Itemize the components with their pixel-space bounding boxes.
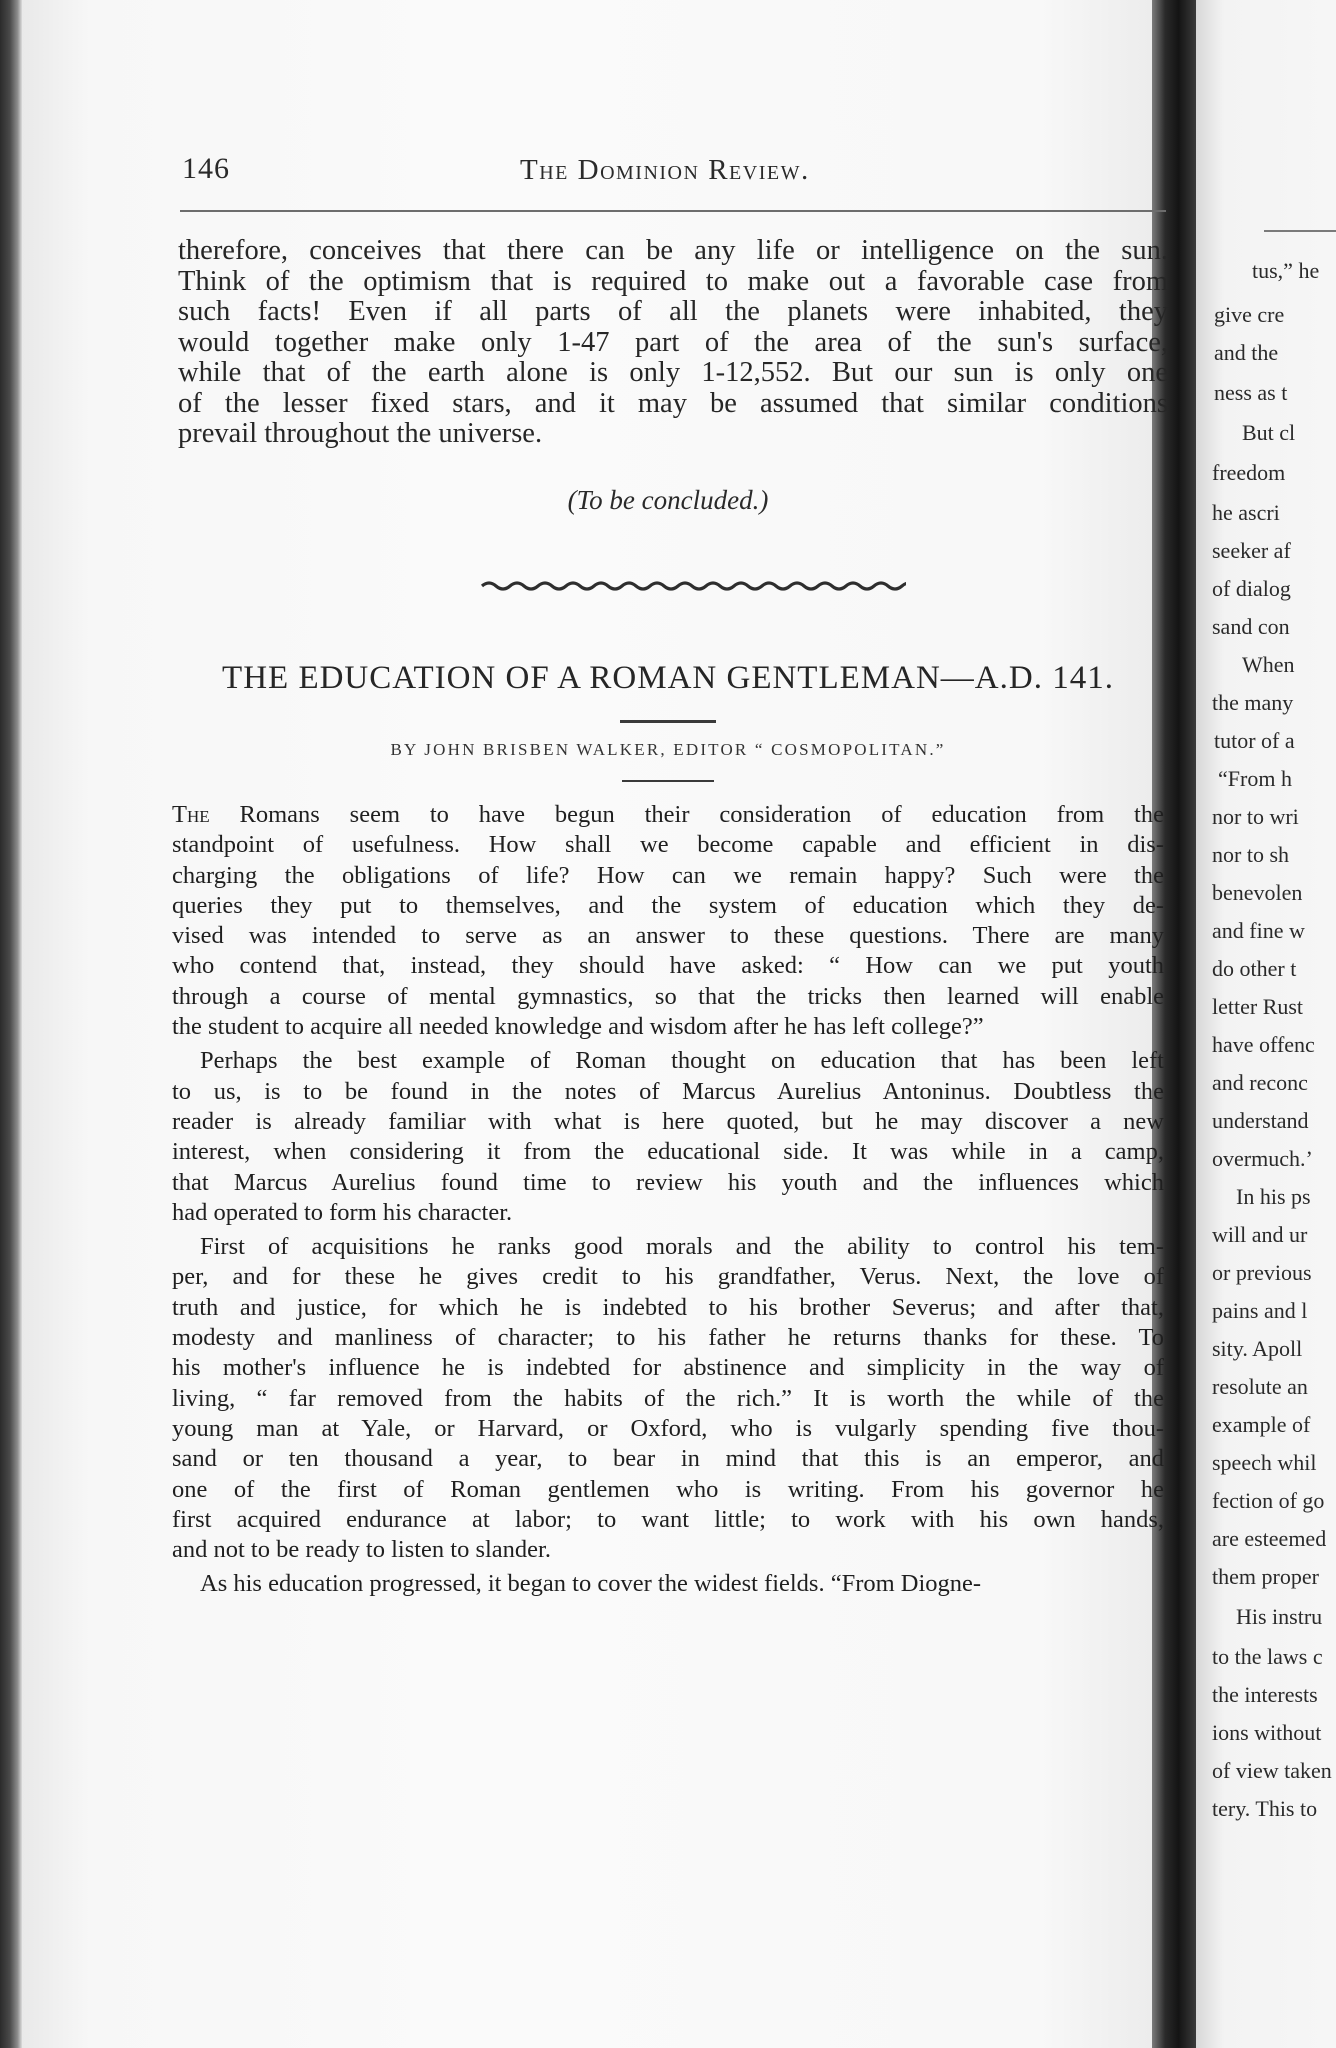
facing-text-line: understand <box>1212 1108 1309 1133</box>
title-rule-upper <box>620 720 716 723</box>
facing-text-line: “From h <box>1218 766 1292 791</box>
text-line: standpoint of usefulness. How shall we become capable and efficient in dis- <box>172 831 1164 859</box>
facing-text-line: to the laws c <box>1212 1644 1323 1669</box>
facing-text-line: give cre <box>1214 302 1285 327</box>
text-line: Think of the optimism that is required to make out a favorable case from <box>178 266 1168 297</box>
text-line: therefore, conceives that there can be any life or intelligence on the sun. <box>178 236 1168 266</box>
facing-text-line: of dialog <box>1212 576 1291 601</box>
text-line: prevail throughout the universe. <box>178 419 543 449</box>
running-head: The Dominion Review. <box>520 154 810 186</box>
facing-text-line: fection of go <box>1212 1488 1325 1513</box>
text-line: while that of the earth alone is only 1-12,552. But our sun is only one <box>178 358 1168 388</box>
facing-text-line: or previous <box>1212 1260 1312 1285</box>
page-number: 146 <box>182 152 230 185</box>
facing-text-line: will and ur <box>1212 1222 1308 1247</box>
facing-text-line: and fine w <box>1212 918 1305 943</box>
facing-text-line: pains and l <box>1212 1298 1308 1323</box>
facing-text-line: In his ps <box>1236 1184 1311 1209</box>
text-line: of the lesser fixed stars, and it may be assumed that similar conditions <box>178 388 1168 419</box>
text-line: to us, is to be found in the notes of Marcus Aurelius Antoninus. Doubtless the <box>172 1077 1164 1105</box>
text-line: First of acquisitions he ranks good morals and the ability to control his tem- <box>200 1233 1164 1261</box>
facing-text-line: sand con <box>1212 614 1290 639</box>
text-line: charging the obligations of life? How can we remain happy? Such were the <box>172 861 1164 889</box>
text-line: reader is already familiar with what is here quoted, but he may discover a new <box>172 1107 1164 1135</box>
facing-text-line: benevolen <box>1212 880 1303 905</box>
article-title: THE EDUCATION OF A ROMAN GENTLEMAN—A.D. 141. <box>222 660 1114 696</box>
facing-text-line: nor to wri <box>1212 804 1299 829</box>
facing-text-line: the interests <box>1212 1682 1318 1707</box>
text-line: per, and for these he gives credit to his grandfather, Verus. Next, the love of <box>172 1263 1164 1291</box>
text-line: such facts! Even if all parts of all the planets were inhabited, they <box>178 297 1168 327</box>
facing-text-line: he ascri <box>1212 500 1280 525</box>
text-line: had operated to form his character. <box>172 1198 513 1226</box>
facing-text-line: tery. This to <box>1212 1796 1318 1821</box>
text-line: As his education progressed, it began to cover the widest fields. “From Diogne- <box>200 1570 982 1598</box>
facing-text-line: them proper <box>1212 1564 1319 1589</box>
text-line: that Marcus Aurelius found time to review his youth and the influences which <box>172 1168 1164 1196</box>
facing-text-line: the many <box>1212 690 1294 715</box>
facing-text-line: of view taken <box>1212 1758 1332 1783</box>
facing-text-line: and the <box>1214 340 1279 365</box>
opening-word: The <box>172 801 210 828</box>
text-line: living, “ far removed from the habits of the rich.” It is worth the while of the <box>172 1384 1164 1412</box>
text-line: first acquired endurance at labor; to want little; to work with his own hands, <box>172 1505 1164 1533</box>
text-line: his mother's influence he is indebted for abstinence and simplicity in the way of <box>172 1354 1164 1382</box>
text-line: one of the first of Roman gentlemen who is writing. From his governor he <box>172 1475 1164 1503</box>
facing-text-line: ions without <box>1212 1720 1322 1745</box>
facing-text-line: are esteemed <box>1212 1526 1327 1551</box>
facing-text-line: letter Rust <box>1212 994 1304 1019</box>
facing-text-line: resolute an <box>1212 1374 1308 1399</box>
facing-text-line: have offenc <box>1212 1032 1315 1057</box>
scan-left-edge <box>0 0 22 2048</box>
facing-text-line: seeker af <box>1212 538 1291 563</box>
previous-article-ending <box>178 236 1168 450</box>
facing-text-line: His instru <box>1236 1604 1323 1629</box>
facing-text-line: sity. Apoll <box>1212 1336 1303 1361</box>
text-line: truth and justice, for which he is indebted to his brother Severus; and after that, <box>172 1293 1164 1321</box>
facing-text-line: ness as t <box>1214 380 1288 405</box>
text-line: vised was intended to serve as an answer to these questions. There are many <box>172 922 1164 950</box>
text-line: young man at Yale, or Harvard, or Oxford, who is vulgarly spending five thou- <box>172 1414 1164 1442</box>
text-line: sand or ten thousand a year, to bear in mind that this is an emperor, and <box>172 1445 1164 1473</box>
facing-text-line: tus,” he <box>1252 258 1320 283</box>
text-line <box>172 800 1164 830</box>
facing-text-line: do other t <box>1212 956 1297 981</box>
facing-text-line: When <box>1242 652 1295 677</box>
facing-text-line: freedom <box>1212 460 1286 485</box>
wavy-ornament-divider <box>480 578 906 594</box>
facing-text-line: speech whil <box>1212 1450 1317 1475</box>
facing-text-line: nor to sh <box>1212 842 1289 867</box>
article-byline: BY JOHN BRISBEN WALKER, EDITOR “ COSMOPOLITAN.” <box>390 740 946 759</box>
facing-text-line: tutor of a <box>1214 728 1295 753</box>
continuation-note: (To be concluded.) <box>567 485 769 515</box>
text-line-rest: Romans seem to have begun their consideration of education from the <box>209 801 1164 828</box>
facing-page-rule <box>1264 230 1336 232</box>
text-line: queries they put to themselves, and the system of education which they de- <box>172 891 1164 919</box>
text-line: who contend that, instead, they should have asked: “ How can we put youth <box>172 952 1164 980</box>
facing-text-line: But cl <box>1242 420 1296 445</box>
facing-text-line: example of <box>1212 1412 1311 1437</box>
text-line: Perhaps the best example of Roman thought on education that has been left <box>200 1047 1164 1075</box>
text-line: interest, when considering it from the educational side. It was while in a camp, <box>172 1138 1164 1166</box>
article-body <box>172 800 1164 1600</box>
facing-text-line: and reconc <box>1212 1070 1308 1095</box>
text-line: through a course of mental gymnastics, so that the tricks then learned will enable <box>172 982 1164 1010</box>
text-line: and not to be ready to listen to slander. <box>172 1536 551 1564</box>
text-line: modesty and manliness of character; to his father he returns thanks for these. To <box>172 1324 1164 1352</box>
header-rule <box>180 210 1166 212</box>
text-line: the student to acquire all needed knowledge and wisdom after he has left college?” <box>172 1013 984 1041</box>
facing-page <box>1196 0 1336 2048</box>
facing-text-line: overmuch.’ <box>1212 1146 1313 1171</box>
title-rule-lower <box>622 780 714 782</box>
text-line: would together make only 1-47 part of the area of the sun's surface, <box>178 327 1168 358</box>
